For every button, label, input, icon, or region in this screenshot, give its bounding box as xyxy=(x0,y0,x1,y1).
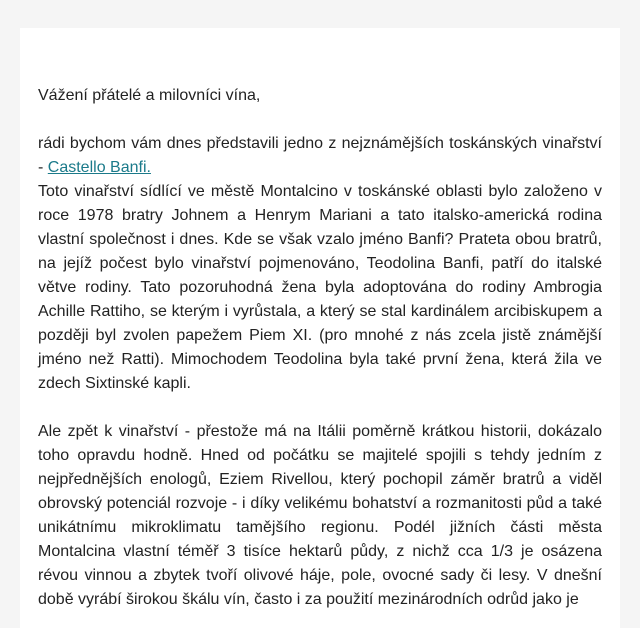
intro-paragraph xyxy=(38,132,602,180)
paragraph-spacer xyxy=(38,396,602,420)
winery-paragraph: Ale zpět k vinařství - přestože má na Itálii poměrně krátkou historii, dokázalo toho opravdu hodně. Hned od počátku se majitelé spojili s tehdy jedním z nejpřednějších enologů, Eziem Rivellou, který pochopil záměr bratrů a viděl obrovský potenciál rozvoje - i díky velikému bohatství a rozmanitosti půd a také unikátnímu mikroklimatu tamějšího regionu. Podél jižních části města Montalcina vlastní téměř 3 tisíce hektarů půdy, z nichž cca 1/3 je osázena révou vinnou a zbytek tvoří olivové háje, pole, ovocné sady či lesy. V dnešní době vyrábí širokou škálu vín, často i za použití mezinárodních odrůd jako je xyxy=(38,423,602,608)
intro-text: rádi bychom vám dnes představili jedno z nejznámějších toskánských vinařství - xyxy=(38,135,602,176)
paragraph-spacer xyxy=(38,108,602,132)
email-content xyxy=(38,84,602,612)
greeting: Vážení přátelé a milovníci vína, xyxy=(38,87,261,104)
email-body-card xyxy=(20,28,620,628)
castello-banfi-link[interactable]: Castello Banfi. xyxy=(47,159,151,176)
history-paragraph: Toto vinařství sídlící ve městě Montalcino v toskánské oblasti bylo založeno v roce 1978 bratry Johnem a Henrym Mariani a tato italsko-americká rodina vlastní společnost i dnes. Kde se však vzalo jméno Banfi? Prateta obou bratrů, na jejíž počest bylo vinařství pojmenováno, Teodolina Banfi, patří do italské větve rodiny. Tato pozoruhodná žena byla adoptována do rodiny Ambrogia Achille Rattiho, se kterým i vyrůstala, a který se stal kardinálem arcibiskupem a později byl zvolen papežem Piem XI. (pro mnohé z nás zcela jistě známější jméno než Ratti). Mimochodem Teodolina byla také první žena, která žila ve zdech Sixtinské kapli. xyxy=(38,183,602,392)
